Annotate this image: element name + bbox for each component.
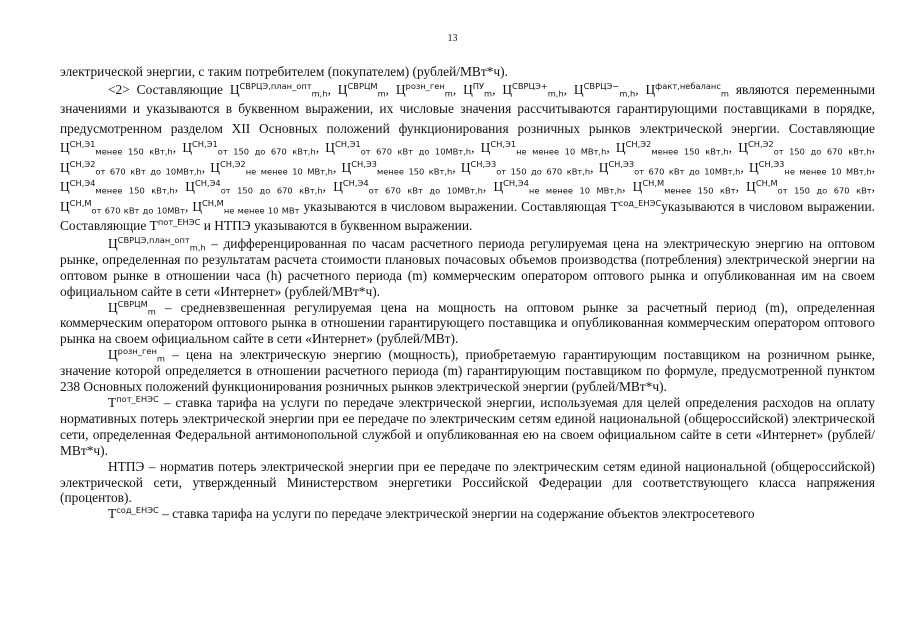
symbol-subscript: от 670 кВт до 10МВт — [91, 205, 185, 216]
symbol-subscript: не менее 10 МВт,h — [516, 147, 607, 158]
symbol-subscript: от 670 кВт до 10МВт,h — [634, 166, 741, 177]
definition-paragraph — [60, 236, 875, 300]
note-lead: <2> Составляющие — [108, 81, 223, 97]
symbol-base: Ц — [192, 198, 202, 214]
symbol-base: Ц — [493, 179, 504, 195]
formula-symbol — [599, 160, 741, 175]
formula-symbol — [493, 178, 623, 197]
symbol-superscript: СН,Э3 — [758, 158, 785, 169]
symbol-superscript: СВРЦЭ,план_опт — [117, 234, 190, 245]
symbol-superscript: СН,Э1 — [334, 139, 361, 150]
symbol-subscript: m,h — [311, 88, 328, 99]
tariff-symbols-group: $Ц^{СН,Э1}_{менее 150 кВт,h}$, $Ц^{СН,Э1}_{от 150 до 670 кВт,h}$, $Ц^{СН,Э1}_{от 670 кВт до 10МВт,h}$, $Ц^{СН,Э1}_{не менее 10 МВт,h}$, $Ц^{СН,Э2}_{менее 150 кВт,h}$, $Ц^{СН,Э2}_{от 150 до 670 кВт,h}$, $Ц^{СН,Э2}_{от 670 кВт до 10МВт,h}$, $Ц^{СН,Э2}_{не менее 10 МВт,h}$, $Ц^{СН,Э3}_{менее 150 кВт,h}$, $Ц^{СН,Э3}_{от 150 до 670 кВт,h}$, $Ц^{СН,Э3}_{от 670 кВт до 10МВт,h}$, $Ц^{СН,Э3}_{не менее 10 МВт,h}$, $Ц^{СН,Э4}_{менее 150 кВт,h}$, $Ц^{СН,Э4}_{от 150 до 670 кВт,h}$, $Ц^{СН,Э4}_{от 670 кВт до 10МВт,h}$, $Ц^{СН,Э4}_{не менее 10 МВт,h}$, $Ц^{СН,М}_{менее 150 кВт}$, $Ц^{СН,М}_{от 150 до 670 кВт}$, $Ц^{СН,М}_{от 670 кВт до 10МВт}$, $Ц^{СН,М}_{не менее 10 МВт}$ — [60, 139, 875, 216]
formula-symbol — [60, 178, 175, 197]
symbol-superscript: СН,Э4 — [342, 178, 369, 189]
symbol-base: Ц — [463, 81, 473, 97]
symbol-base: Ц — [60, 198, 70, 214]
symbol-base: Ц — [60, 179, 70, 195]
definition-text: – цена на электрическую энергию (мощность), приобретаемую гарантирующим поставщиком на розничном рынке, значение которой определяется в отношении расчетного периода (m) гарантирующим поставщиком по формуле, предусмотренной пунктом 238 Основных положений функционирования розничных рынков электрической энергии (рублей/МВт*ч). — [60, 347, 875, 395]
symbol-subscript: от 670 кВт до 10МВт,h — [95, 166, 202, 177]
definition-text: – ставка тарифа на услуги по передаче электрической энергии, используемая для целей определения расходов на оплату нормативных потерь электрической энергии при ее передаче по электрическим сетям единой национальной (общероссийской) электрической сети, определенная Федеральной антимонопольной службой и опубликованная ею на своем официальном сайте в сети «Интернет» (рублей/МВт*ч). — [60, 394, 875, 458]
symbol-base: Т — [149, 218, 158, 234]
formula-symbol — [463, 82, 492, 97]
definition-paragraph — [60, 459, 875, 507]
symbol-subscript: от 150 до 670 кВт,h — [220, 186, 323, 197]
defined-symbol — [108, 395, 159, 410]
formula-symbol — [746, 178, 872, 197]
formula-symbol — [60, 160, 202, 175]
symbol-subscript: от 670 кВт до 10МВт,h — [368, 186, 483, 197]
note-text-2: указываются в числовом выражении. Составляющая — [303, 198, 607, 214]
formula-symbol — [574, 82, 635, 97]
definitions-list — [60, 236, 875, 522]
symbol-subscript: m,h — [619, 88, 636, 99]
defined-symbol — [108, 236, 206, 251]
symbol-subscript: не менее 10 МВт — [223, 205, 300, 216]
symbol-subscript: m,h — [547, 88, 564, 99]
definition-text: – дифференцированная по часам расчетного периода регулируемая цена на электрическую энергию на оптовом рынке, определенная по результатам расчета стоимости плановых почасовых объемов производства (потребления) электрической энергии на оптовом рынке в отношении часа (h) расчетного периода (m) коммерческим оператором оптового рынка и опубликованная им на своем официальном сайте в сети «Интернет» (рублей/МВт*ч). — [60, 235, 875, 299]
symbol-superscript: розн_ген — [117, 346, 157, 357]
definition-paragraph — [60, 347, 875, 395]
note-text-4: и НТПЭ указываются в буквенном выражении. — [203, 218, 473, 234]
definition-paragraph — [60, 395, 875, 459]
formula-symbol — [645, 82, 729, 97]
symbol-base: Ц — [460, 159, 471, 175]
t-pot-symbol — [150, 218, 201, 233]
symbol-superscript: пот_ЕНЭС — [116, 393, 159, 404]
symbol-base: Ц — [108, 299, 118, 315]
symbol-base: Ц — [746, 179, 756, 195]
symbol-base: Т — [108, 506, 117, 522]
symbol-subscript: m — [444, 88, 453, 99]
note-text-1: являются переменными значениями и указываются в буквенном выражении, их числовые значения рассчитываются гарантирующими поставщиками в порядке, предусмотренном разделом XII Основных положений функционирования розничных рынков электрической энергии. Составляющие — [60, 81, 875, 136]
formula-symbol — [461, 160, 590, 175]
symbol-subscript: от 150 до 670 кВт — [777, 186, 872, 197]
symbol-base: Ц — [60, 159, 70, 175]
symbol-subscript: от 150 до 670 кВт,h — [217, 147, 316, 158]
symbol-base: Ц — [185, 179, 195, 195]
symbol-superscript: факт,небаланс — [655, 80, 721, 91]
symbol-superscript: СН,Э3 — [351, 158, 377, 169]
symbol-base: Ц — [598, 159, 609, 175]
symbol-subscript: не менее 10 МВт,h — [784, 166, 872, 177]
symbol-subscript: от 670 кВт до 10МВт,h — [360, 147, 472, 158]
formula-symbol — [325, 139, 472, 158]
document-body — [60, 64, 875, 522]
symbol-superscript: СВРЦЭ+ — [512, 80, 548, 91]
symbol-superscript: СН,Э4 — [69, 178, 96, 189]
definition-paragraph — [60, 506, 875, 522]
formula-symbol — [333, 178, 483, 197]
symbol-base: Ц — [632, 179, 643, 195]
symbol-superscript: СН,М — [755, 178, 778, 189]
formula-symbol — [150, 218, 201, 233]
symbol-base: Ц — [182, 140, 193, 156]
symbol-base: Ц — [60, 140, 70, 156]
formula-symbol — [342, 160, 453, 175]
symbol-superscript: СН,М — [642, 178, 665, 189]
symbol-superscript: СН,Э1 — [69, 139, 96, 150]
symbol-superscript: СВРЦМ — [117, 298, 148, 309]
symbol-subscript: m — [156, 353, 165, 364]
symbol-superscript: СН,М — [69, 197, 92, 208]
symbol-superscript: СН,Э4 — [503, 178, 529, 189]
formula-symbol — [749, 160, 872, 175]
symbol-subscript: менее 150 кВт — [664, 186, 736, 197]
symbol-superscript: СН,Э2 — [219, 158, 246, 169]
symbol-base: Ц — [395, 81, 406, 97]
symbol-subscript: менее 150 кВт,h — [95, 186, 175, 197]
formula-symbol — [396, 82, 453, 97]
symbol-subscript: менее 150 кВт,h — [651, 147, 729, 158]
symbol-base: Ц — [333, 179, 343, 195]
defined-symbol — [108, 347, 165, 362]
formula-symbol — [192, 199, 299, 214]
paragraph-continuation: электрической энергии, с таким потребителем (покупателем) (рублей/МВт*ч). — [60, 64, 508, 79]
formula-symbol — [338, 82, 386, 97]
definition-text: НТПЭ – норматив потерь электрической энергии при ее передаче по электрическим сетям единой национальной (общероссийской) электрической сети, утвержденный Министерством энергетики Российской Федерации для соответствующего класса напряжения (процентов). — [60, 458, 875, 506]
symbol-superscript: пот_ЕНЭС — [157, 217, 201, 228]
symbol-base: Ц — [502, 81, 513, 97]
symbol-superscript: сод_ЕНЭС — [116, 505, 159, 516]
symbol-base: Ц — [108, 347, 118, 363]
symbol-subscript: m — [720, 88, 730, 99]
symbol-subscript: менее 150 кВт,h — [95, 147, 173, 158]
definition-text: – средневзвешенная регулируемая цена на мощность на оптовом рынке за расчетный период (m), определенная коммерческим оператором оптового рынка в отношении гарантирующего поставщика и опубликованная коммерческим оператором оптового рынка на своем официальном сайте в сети «Интернет» (рублей/МВт). — [60, 299, 875, 347]
symbol-base: Ц — [337, 81, 348, 97]
symbol-base: Т — [610, 198, 619, 214]
symbol-base: Ц — [341, 159, 352, 175]
symbol-subscript: от 150 до 670 кВт,h — [496, 166, 591, 177]
symbol-base: Ц — [480, 140, 491, 156]
symbol-base: Ц — [325, 140, 335, 156]
symbol-subscript: m — [484, 88, 493, 99]
formula-symbol — [738, 139, 872, 158]
formula-symbol — [182, 139, 316, 158]
symbol-superscript: СН,Э2 — [747, 139, 774, 150]
t-sod-symbol — [610, 199, 661, 214]
symbol-superscript: СН,Э3 — [470, 158, 497, 169]
symbol-superscript: ПУ — [472, 80, 485, 91]
symbol-base: Ц — [645, 81, 656, 97]
defined-symbol — [108, 506, 159, 521]
formula-symbol — [230, 82, 328, 97]
symbol-superscript: сод_ЕНЭС — [618, 197, 662, 208]
symbol-subscript: не менее 10 МВт,h — [528, 186, 623, 197]
symbol-base: Ц — [210, 159, 220, 175]
formula-symbol — [632, 178, 736, 197]
formula-symbol — [60, 199, 185, 214]
defined-symbol — [108, 300, 156, 315]
symbol-base: Ц — [738, 140, 748, 156]
symbol-superscript: СН,Э3 — [608, 158, 635, 169]
symbol-superscript: СН,Э4 — [194, 178, 221, 189]
symbol-superscript: СВРЦЭ,план_опт — [239, 80, 312, 91]
symbol-subscript: m — [147, 306, 156, 317]
definition-text: – ставка тарифа на услуги по передаче электрической энергии на содержание объектов электросетевого — [158, 506, 755, 522]
symbol-superscript: СН,Э1 — [490, 139, 517, 150]
symbol-base: Ц — [749, 159, 759, 175]
variable-symbols-group: $Ц^{СВРЦЭ,план\_опт}_{m,h}$, $Ц^{СВРЦМ}_m$, $Ц^{розн\_ген}_m$, $Ц^{ПУ}_m$, $Ц^{СВРЦЭ+}_{m,h}$, $Ц^{СВРЦЭ-}_{m,h}$, $Ц^{факт,небаланс}_m$ — [229, 80, 730, 99]
symbol-superscript: СН,Э1 — [192, 139, 218, 150]
symbol-subscript: менее 150 кВт,h — [376, 166, 453, 177]
symbol-subscript: m — [377, 88, 386, 99]
symbol-superscript: СВРЦМ — [347, 80, 378, 91]
formula-symbol — [185, 178, 323, 197]
note-text-3: указываются в числовом выражении. Составляющие — [60, 198, 875, 234]
symbol-base: Ц — [229, 81, 240, 97]
formula-symbol — [210, 160, 333, 175]
symbol-subscript: от 150 до 670 кВт,h — [773, 147, 872, 158]
formula-symbol — [615, 139, 729, 158]
symbol-superscript: СВРЦЭ− — [583, 80, 620, 91]
symbol-superscript: СН,Э2 — [625, 139, 652, 150]
symbol-superscript: СН,М — [201, 197, 224, 208]
symbol-superscript: СН,Э2 — [69, 158, 96, 169]
formula-symbol — [480, 139, 607, 158]
symbol-base: Ц — [615, 140, 626, 156]
symbol-base: Ц — [573, 81, 584, 97]
symbol-base: Ц — [108, 235, 118, 251]
formula-symbol — [610, 199, 661, 214]
page-number: 13 — [447, 33, 458, 44]
symbol-subscript: не менее 10 МВт,h — [245, 166, 333, 177]
symbol-subscript: m,h — [189, 242, 206, 253]
paragraph-components-note — [60, 80, 875, 236]
definition-paragraph — [60, 300, 875, 348]
symbol-base: Т — [108, 394, 117, 410]
symbol-superscript: розн_ген — [405, 80, 445, 91]
formula-symbol — [502, 82, 563, 97]
formula-symbol — [60, 139, 173, 158]
